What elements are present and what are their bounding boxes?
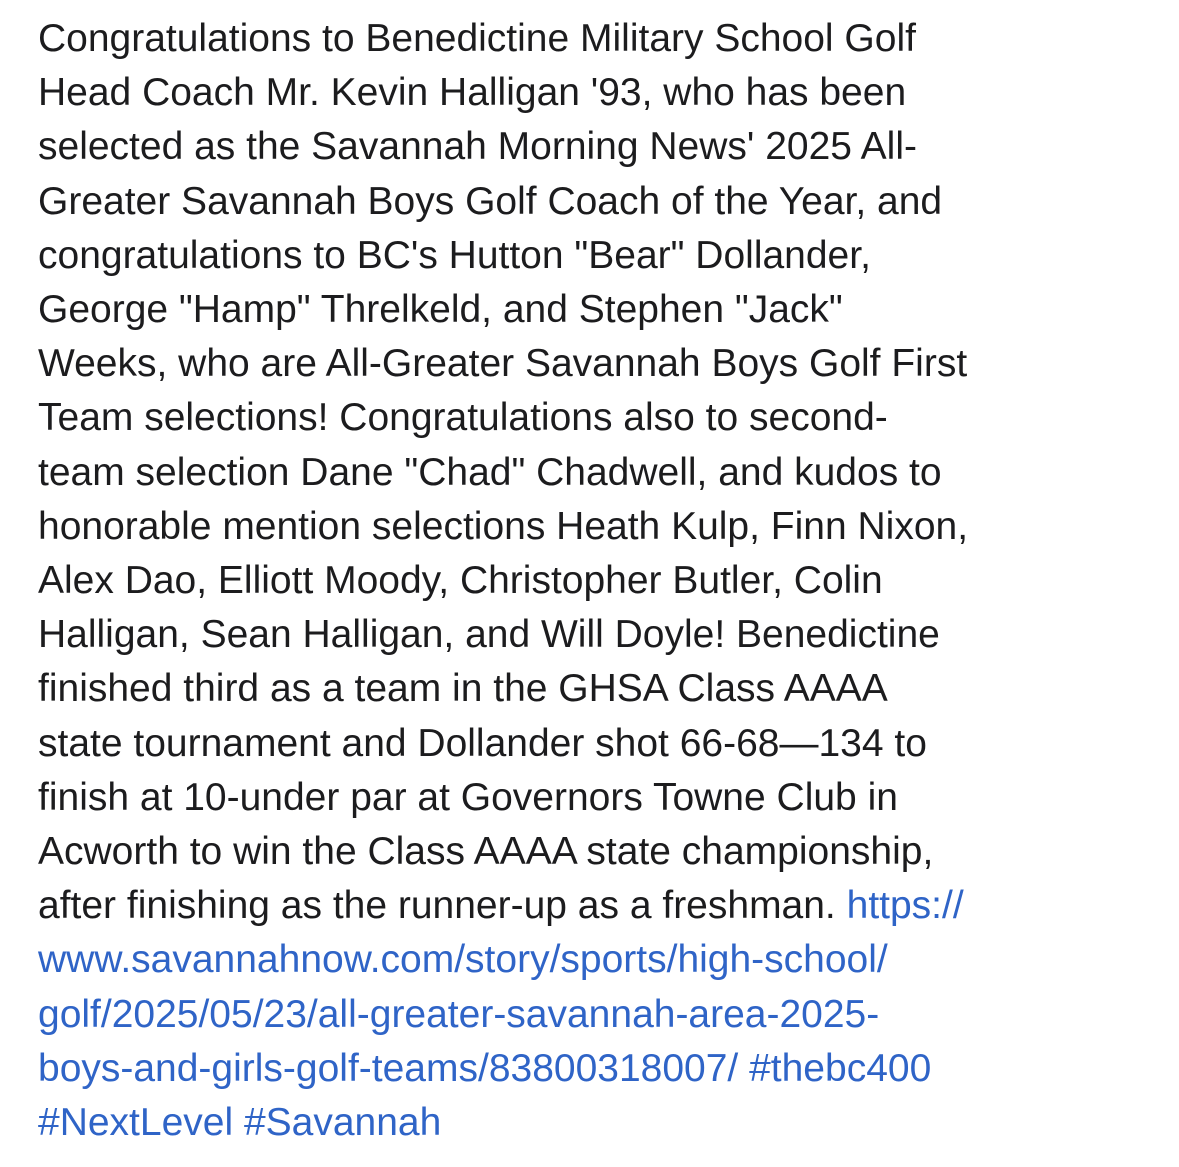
hashtag-thebc400[interactable]: #thebc400 bbox=[749, 1046, 932, 1090]
hashtag-line bbox=[38, 1096, 1153, 1150]
hashtag-savannah[interactable]: #Savannah bbox=[243, 1101, 442, 1145]
post-text-line: Greater Savannah Boys Golf Coach of the Year, and bbox=[38, 179, 943, 223]
post-text-line: Alex Dao, Elliott Moody, Christopher Butler, Colin bbox=[38, 559, 883, 603]
post-text-line: George "Hamp" Threlkeld, and Stephen "Jack" bbox=[38, 288, 843, 332]
post-text-line: Congratulations to Benedictine Military School Golf bbox=[38, 17, 916, 60]
post-text-line: finish at 10-under par at Governors Towne Club in bbox=[38, 775, 898, 819]
article-link-line bbox=[38, 1042, 1153, 1096]
post-text-line: Head Coach Mr. Kevin Halligan '93, who has been bbox=[38, 71, 907, 115]
article-link-line bbox=[38, 933, 1153, 987]
post-text-line: finished third as a team in the GHSA Class AAAA bbox=[38, 667, 888, 711]
post-text-line: Acworth to win the Class AAAA state championship, bbox=[38, 830, 934, 874]
post-text-line: Halligan, Sean Halligan, and Will Doyle! Benedictine bbox=[38, 613, 940, 657]
post-body bbox=[38, 12, 1153, 1150]
article-link[interactable]: boys-and-girls-golf-teams/83800318007/ bbox=[38, 1046, 739, 1090]
post-text-line: after finishing as the runner-up as a freshman. bbox=[38, 884, 836, 928]
post-text-line: state tournament and Dollander shot 66-68—134 to bbox=[38, 721, 927, 765]
post-text-line: team selection Dane "Chad" Chadwell, and kudos to bbox=[38, 450, 942, 494]
post-text-line: selected as the Savannah Morning News' 2025 All- bbox=[38, 125, 917, 169]
post-text-line: congratulations to BC's Hutton "Bear" Dollander, bbox=[38, 233, 871, 277]
article-link[interactable]: https:// bbox=[846, 884, 964, 928]
post-text-line: Weeks, who are All-Greater Savannah Boys Golf First bbox=[38, 342, 968, 386]
article-link-line bbox=[38, 988, 1153, 1042]
hashtag-nextlevel[interactable]: #NextLevel bbox=[38, 1101, 234, 1145]
post-text-line: Team selections! Congratulations also to second- bbox=[38, 396, 888, 440]
article-link[interactable]: www.savannahnow.com/story/sports/high-school/ bbox=[38, 938, 888, 982]
post-text-line: honorable mention selections Heath Kulp, Finn Nixon, bbox=[38, 504, 969, 548]
post-text-line-with-link bbox=[38, 879, 1153, 933]
article-link[interactable]: golf/2025/05/23/all-greater-savannah-area-2025- bbox=[38, 992, 880, 1036]
